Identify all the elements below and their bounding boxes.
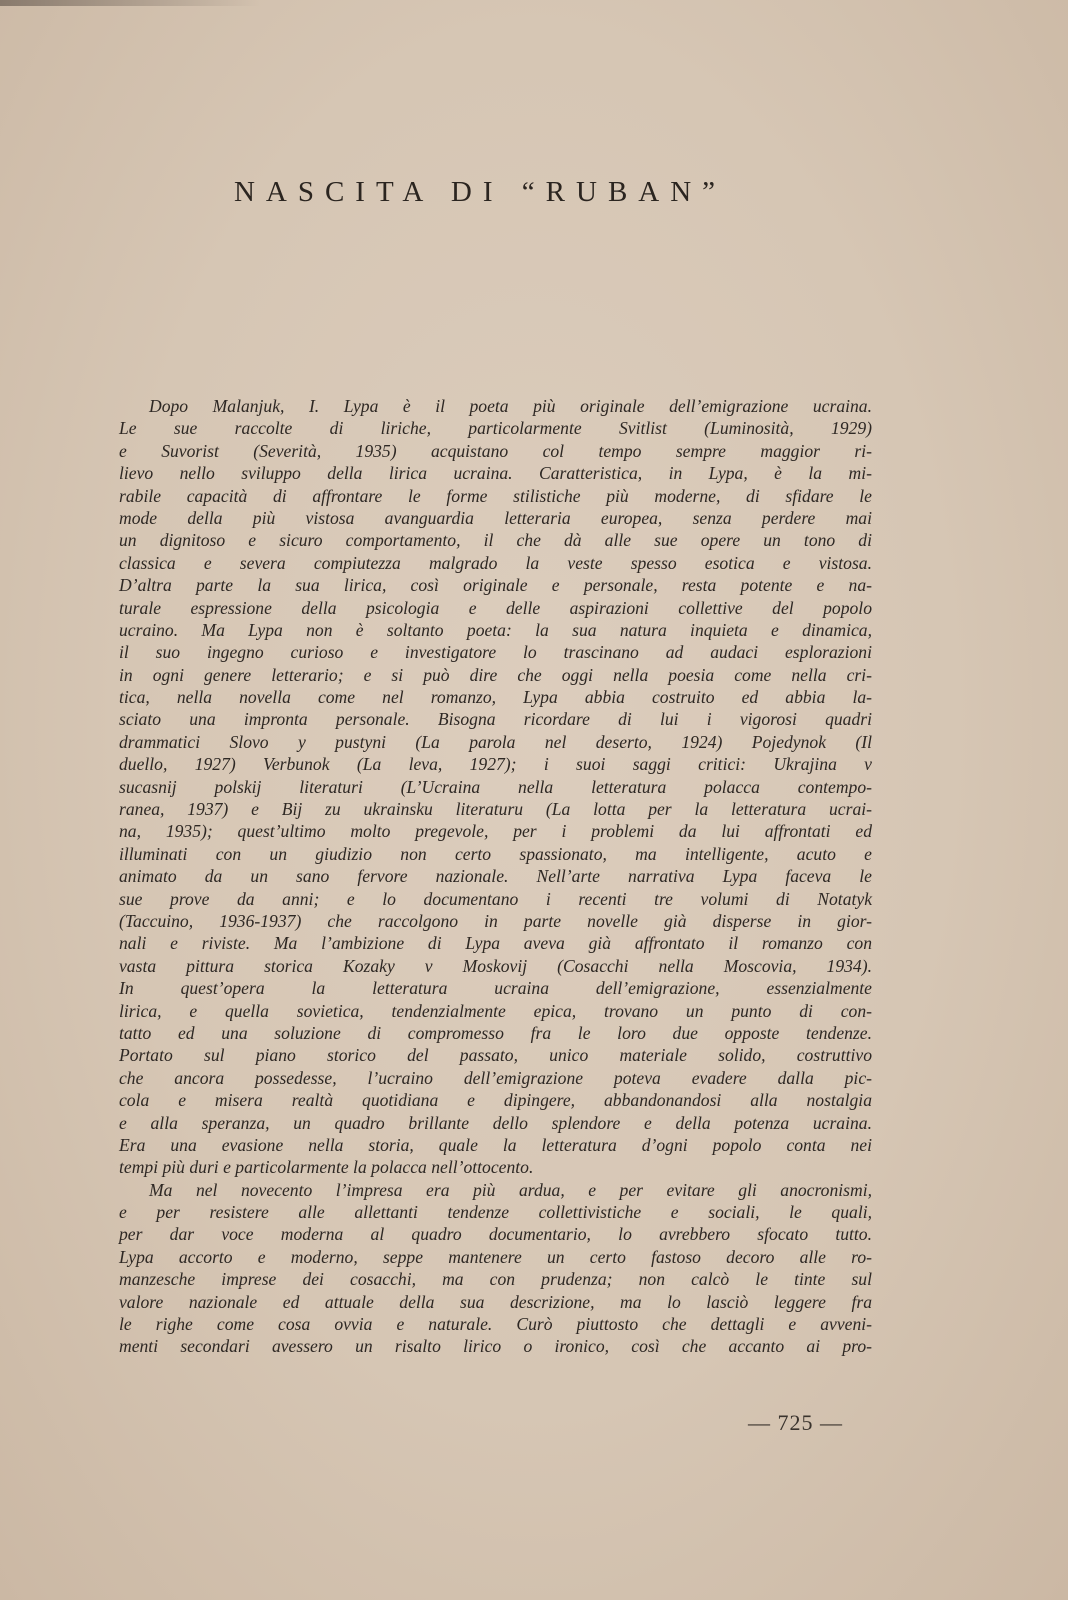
body-line: il suo ingegno curioso e investigatore lo trascinano ad audaci esplorazioni	[119, 642, 872, 663]
body-line: turale espressione della psicologia e delle aspirazioni collettive del popolo	[119, 597, 872, 618]
body-line: lievo nello sviluppo della lirica ucraina. Caratteristica, in Lypa, è la mi-	[119, 463, 872, 484]
body-line: ucraino. Ma Lypa non è soltanto poeta: la sua natura inquieta e dinamica,	[119, 619, 872, 640]
body-line: animato da un sano fervore nazionale. Nell’arte narrativa Lypa faceva le	[119, 866, 872, 887]
body-line: tica, nella novella come nel romanzo, Lypa abbia costruito ed abbia la-	[119, 687, 872, 708]
body-line: Le sue raccolte di liriche, particolarmente Svitlist (Luminosità, 1929)	[119, 418, 872, 439]
body-line: (Taccuino, 1936-1937) che raccolgono in parte novelle già disperse in gior-	[119, 910, 872, 931]
chapter-title: NASCITA DI “RUBAN”	[233, 176, 727, 208]
body-line: Era una evasione nella storia, quale la letteratura d’ogni popolo conta nei	[119, 1134, 872, 1155]
body-line: drammatici Slovo y pustyni (La parola nel deserto, 1924) Pojedynok (Il	[119, 731, 872, 752]
body-line: illuminati con un giudizio non certo spassionato, ma intelligente, acuto e	[119, 843, 872, 864]
body-line: e alla speranza, un quadro brillante dello splendore e della potenza ucraina.	[119, 1112, 872, 1133]
body-line: nali e riviste. Ma l’ambizione di Lypa aveva già affrontato il romanzo con	[119, 933, 872, 954]
body-line: per dar voce moderna al quadro documentario, lo avrebbero sfocato tutto.	[119, 1224, 872, 1245]
body-line: menti secondari avessero un risalto lirico o ironico, così che accanto ai pro-	[119, 1336, 872, 1357]
body-line: sciato una impronta personale. Bisogna ricordare di lui i vigorosi quadri	[119, 709, 872, 730]
body-line: Portato sul piano storico del passato, unico materiale solido, costruttivo	[119, 1045, 872, 1066]
body-line: sucasnij polskij literaturi (L’Ucraina nella letteratura polacca contempo-	[119, 776, 872, 797]
body-line: vasta pittura storica Kozaky v Moskovij (Cosacchi nella Moscovia, 1934).	[119, 955, 872, 976]
body-line: sue prove da anni; e lo documentano i recenti tre volumi di Notatyk	[119, 888, 872, 909]
body-line: valore nazionale ed attuale della sua descrizione, ma lo lasciò leggere fra	[119, 1291, 872, 1312]
page-number: — 725 —	[748, 1410, 843, 1435]
body-line: in ogni genere letterario; e si può dire che oggi nella poesia come nella cri-	[119, 664, 872, 685]
body-line: tempi più duri e particolarmente la polacca nell’ottocento.	[119, 1157, 534, 1178]
body-line: classica e severa compiutezza malgrado la veste spesso esotica e vistosa.	[119, 552, 872, 573]
body-line: D’altra parte la sua lirica, così originale e personale, resta potente e na-	[119, 575, 872, 596]
body-line: Dopo Malanjuk, I. Lypa è il poeta più originale dell’emigrazione ucraina.	[149, 396, 872, 416]
body-line: lirica, e quella sovietica, tendenzialmente epica, trovano un punto di con-	[119, 1000, 872, 1021]
body-line: cola e misera realtà quotidiana e dipingere, abbandonandosi alla nostalgia	[119, 1090, 872, 1111]
scan-edge-shadow	[0, 0, 260, 6]
body-line: ranea, 1937) e Bij zu ukrainsku literaturu (La lotta per la letteratura ucrai-	[119, 799, 872, 820]
body-line: e Suvorist (Severità, 1935) acquistano col tempo sempre maggior ri-	[119, 440, 872, 461]
body-line: Lypa accorto e moderno, seppe mantenere un certo fastoso decoro alle ro-	[119, 1246, 872, 1267]
body-line: e per resistere alle allettanti tendenze collettivistiche e sociali, le quali,	[119, 1202, 872, 1223]
body-line: mode della più vistosa avanguardia letteraria europea, senza perdere mai	[119, 507, 872, 528]
body-text	[119, 395, 872, 1358]
body-line: manzesche imprese dei cosacchi, ma con prudenza; non calcò le tinte sul	[119, 1269, 872, 1290]
body-line: tatto ed una soluzione di compromesso fra le loro due opposte tendenze.	[119, 1022, 872, 1043]
body-line: le righe come cosa ovvia e naturale. Curò piuttosto che dettagli e avveni-	[119, 1314, 872, 1335]
body-line: na, 1935); quest’ultimo molto pregevole, per i problemi da lui affrontati ed	[119, 821, 872, 842]
body-line: In quest’opera la letteratura ucraina dell’emigrazione, essenzialmente	[119, 978, 872, 999]
body-line: duello, 1927) Verbunok (La leva, 1927); i suoi saggi critici: Ukrajina v	[119, 754, 872, 775]
body-line: rabile capacità di affrontare le forme stilistiche più moderne, di sfidare le	[119, 485, 872, 506]
body-line: Ma nel novecento l’impresa era più ardua, e per evitare gli anocronismi,	[149, 1179, 872, 1200]
body-line: che ancora possedesse, l’ucraino dell’emigrazione poteva evadere dalla pic-	[119, 1067, 872, 1088]
body-line: un dignitoso e sicuro comportamento, il che dà alle sue opere un tono di	[119, 530, 872, 551]
